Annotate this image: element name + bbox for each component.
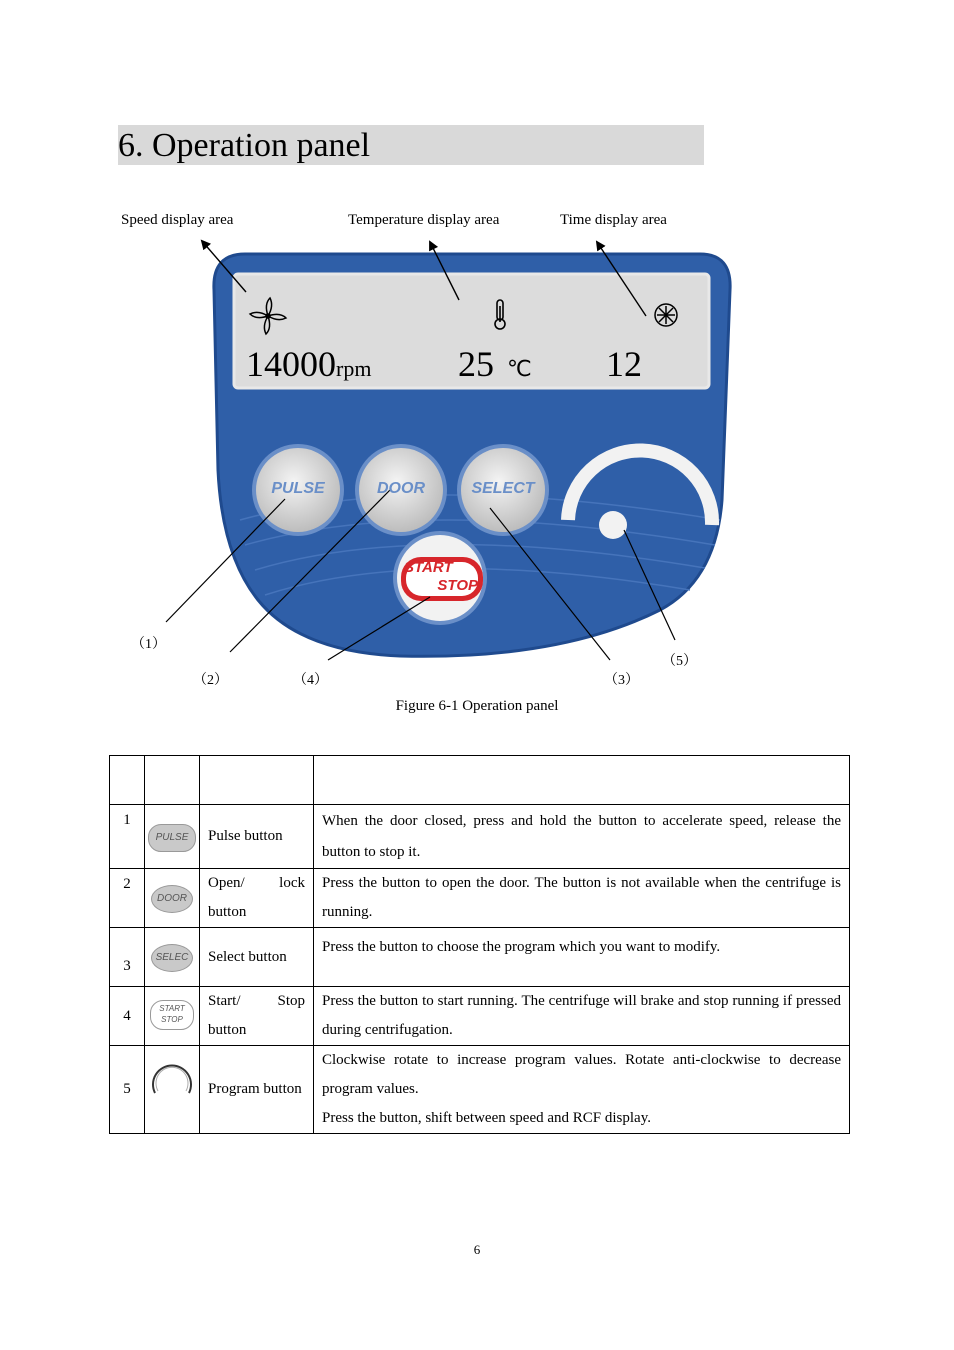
knob-press-description: Press the button, shift between speed and RCF display. bbox=[322, 1110, 651, 1126]
time-display-label: Time display area bbox=[560, 212, 667, 228]
knob-icon bbox=[149, 1061, 195, 1107]
table-row: 1 PULSE Pulse button When the door closed, press and hold the button to accelerate speed, release the button to stop it. bbox=[110, 805, 850, 869]
callout-3: （3） bbox=[604, 673, 639, 688]
door-icon: DOOR bbox=[151, 885, 193, 913]
table-row: 4 START STOP Start/ Stop button Press the button to start running. The centrifuge will brake and stop running if pressed during centrifugation. bbox=[110, 987, 850, 1046]
page-title: 6. Operation panel bbox=[118, 127, 371, 164]
start-stop-icon: START STOP bbox=[150, 1000, 194, 1030]
temperature-readout bbox=[458, 344, 532, 390]
temperature-value: 25 bbox=[458, 344, 494, 384]
knob-rotation-description: Clockwise rotate to increase program values. Rotate anti-clockwise to decrease program values. bbox=[322, 1052, 841, 1097]
button-description-table bbox=[109, 755, 850, 1134]
select-icon: SELEC bbox=[151, 944, 193, 972]
pulse-button-label: PULSE bbox=[271, 480, 325, 497]
speed-readout bbox=[246, 344, 371, 389]
table-row: 3 SELEC Select button Press the button to choose the program which you want to modify. bbox=[110, 928, 850, 987]
callout-1: （1） bbox=[131, 637, 166, 652]
callout-5: （5） bbox=[662, 654, 697, 669]
table-row: 2 DOOR Open/ lock button Press the button to open the door. The button is not available when the centrifuge is running. bbox=[110, 869, 850, 928]
temperature-unit: ℃ bbox=[507, 357, 532, 382]
callout-4: （4） bbox=[293, 673, 328, 688]
stop-label: STOP bbox=[437, 577, 478, 594]
time-value: 12 bbox=[606, 344, 642, 384]
callout-2: （2） bbox=[193, 673, 228, 688]
pulse-icon: PULSE bbox=[148, 824, 196, 852]
figure-caption: Figure 6-1 Operation panel bbox=[395, 698, 559, 714]
select-button-label: SELECT bbox=[471, 480, 535, 497]
speed-value: 14000 bbox=[246, 344, 336, 384]
table-header-row bbox=[110, 756, 850, 805]
speed-display-label: Speed display area bbox=[121, 212, 234, 228]
speed-unit: rpm bbox=[336, 356, 372, 381]
timer-icon bbox=[655, 304, 677, 326]
table-row: 5 Program button Clockwise rotate to increase program values. Rotate anti-clockwise to decrease program values. Press the button, shift between speed and RCF display. bbox=[110, 1046, 850, 1134]
temperature-display-label: Temperature display area bbox=[348, 212, 500, 228]
start-label: START bbox=[404, 559, 453, 576]
page-number: 6 bbox=[473, 1242, 481, 1257]
door-button-label: DOOR bbox=[377, 480, 425, 497]
